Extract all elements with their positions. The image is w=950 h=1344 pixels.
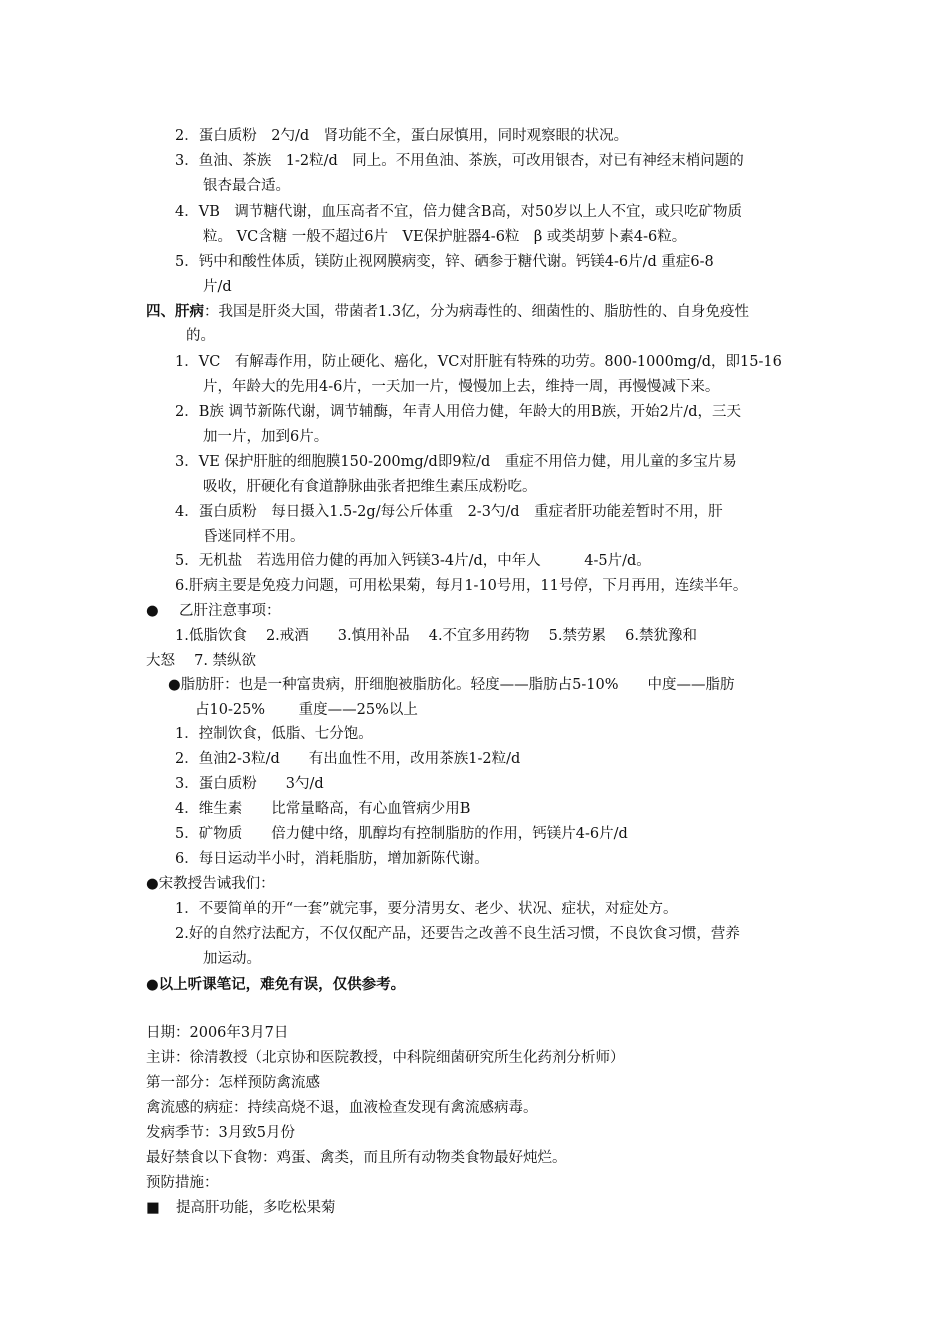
advice-item-2-line2: 加运动。 xyxy=(203,951,261,967)
fatty-liver-intro-line1 xyxy=(168,673,735,698)
fatty-liver-item-2: 2．鱼油2-3粒/d 有出血性不用，改用茶族1-2粒/d xyxy=(175,751,521,767)
diabetes-item-3-line2: 银杏最合适。 xyxy=(203,178,290,194)
liver-heading: 四、肝病 xyxy=(146,303,204,320)
liver-item-2-line2: 加一片，加到6片。 xyxy=(203,429,329,445)
liver-intro-text: ：我国是肝炎大国，带菌者1.3亿，分为病毒性的、细菌性的、脂肪性的、自身免疫性 xyxy=(204,304,750,320)
fatty-liver-item-5: 5．矿物质 倍力健中络，肌醇均有控制脂肪的作用，钙镁片4-6片/d xyxy=(175,826,628,842)
fatty-liver-item-3: 3．蛋白质粉 3勺/d xyxy=(175,776,324,792)
lecture-date: 日期：2006年3月7日 xyxy=(146,1025,289,1041)
prevention-item-1-text: 提高肝功能，多吃松果菊 xyxy=(176,1200,336,1216)
fatty-liver-item-6: 6．每日运动半小时，消耗脂肪，增加新陈代谢。 xyxy=(175,851,489,867)
diabetes-item-3-line1: 3．鱼油、茶族 1-2粒/d 同上。不用鱼油、茶族，可改用银杏，对已有神经末梢问题的 xyxy=(175,153,744,169)
liver-intro-line1 xyxy=(146,299,749,325)
square-bullet-icon: ■ xyxy=(146,1200,160,1216)
diabetes-item-2: 2．蛋白质粉 2勺/d 肾功能不全，蛋白尿慎用，同时观察眼的状况。 xyxy=(175,128,629,144)
hepatitis-b-list-line1: 1.低脂饮食 2.戒酒 3.慎用补品 4.不宜多用药物 5.禁劳累 6.禁犹豫和 xyxy=(175,628,697,644)
lecture-speaker: 主讲：徐清教授（北京协和医院教授，中科院细菌研究所生化药剂分析师） xyxy=(146,1050,625,1066)
diabetes-item-4-line1: 4．VB 调节糖代谢，血压高者不宜，倍力健含B高，对50岁以上人不宜，或只吃矿物质 xyxy=(175,204,742,220)
liver-item-4-line2: 昏迷同样不用。 xyxy=(203,529,305,545)
bullet-icon: ● xyxy=(146,976,159,993)
hepatitis-b-list-line2: 大怒 7. 禁纵欲 xyxy=(146,653,257,669)
notes-disclaimer xyxy=(146,972,405,997)
fatty-liver-item-1: 1．控制饮食，低脂、七分饱。 xyxy=(175,726,373,742)
advice-title-line xyxy=(146,872,275,897)
notes-disclaimer-text: 以上听课笔记，难免有误，仅供参考。 xyxy=(158,976,406,993)
liver-intro-line2: 的。 xyxy=(186,328,215,344)
liver-item-1-line1: 1．VC 有解毒作用，防止硬化、癌化，VC对肝脏有特殊的功劳。800-1000mg/d，即15-16 xyxy=(175,354,782,370)
liver-item-2-line1: 2．B族 调节新陈代谢，调节辅酶，年青人用倍力健，年龄大的用B族，开始2片/d，三天 xyxy=(175,404,742,420)
fatty-liver-item-4: 4．维生素 比常量略高，有心血管病少用B xyxy=(175,801,471,817)
liver-item-4-line1: 4．蛋白质粉 每日摄入1.5-2g/每公斤体重 2-3勺/d 重症者肝功能差暂时不用，肝 xyxy=(175,504,723,520)
bird-flu-symptom: 禽流感的病症：持续高烧不退，血液检查发现有禽流感病毒。 xyxy=(146,1100,538,1116)
advice-item-1: 1．不要简单的开“一套”就完事，要分清男女、老少、状况、症状，对症处方。 xyxy=(175,901,678,917)
diabetes-item-5-line2: 片/d xyxy=(203,279,232,295)
prevention-title: 预防措施： xyxy=(146,1175,219,1191)
diabetes-item-4-line2: 粒。 VC含糖 一般不超过6片 VE保护脏器4-6粒 β 或类胡萝卜素4-6粒。 xyxy=(203,229,687,245)
liver-item-3-line2: 吸收，肝硬化有食道静脉曲张者把维生素压成粉吃。 xyxy=(203,479,537,495)
liver-item-1-line2: 片，年龄大的先用4-6片，一天加一片，慢慢加上去，维持一周，再慢慢减下来。 xyxy=(203,379,720,395)
hepatitis-b-title-line xyxy=(146,599,281,624)
fatty-liver-intro-line2: 占10-25% 重度——25%以上 xyxy=(195,702,418,718)
bullet-icon: ● xyxy=(146,603,159,619)
hepatitis-b-title: 乙肝注意事项： xyxy=(179,603,281,619)
bullet-icon: ● xyxy=(146,876,159,892)
diabetes-item-5-line1: 5．钙中和酸性体质，镁防止视网膜病变，锌、硒参于糖代谢。钙镁4-6片/d 重症6-8 xyxy=(175,254,714,270)
lecture-part-title: 第一部分：怎样预防禽流感 xyxy=(146,1075,320,1091)
advice-item-2-line1: 2.好的自然疗法配方，不仅仅配产品，还要告之改善不良生活习惯，不良饮食习惯，营养 xyxy=(175,926,740,942)
prevention-item-1 xyxy=(146,1196,336,1221)
bird-flu-food-avoid: 最好禁食以下食物：鸡蛋、禽类，而且所有动物类食物最好炖烂。 xyxy=(146,1150,567,1166)
bird-flu-season: 发病季节：3月致5月份 xyxy=(146,1125,295,1141)
liver-item-3-line1: 3．VE 保护肝脏的细胞膜150-200mg/d即9粒/d 重症不用倍力健，用儿童的多宝片易 xyxy=(175,454,737,470)
advice-title: 宋教授告诫我们： xyxy=(158,876,275,892)
fatty-liver-intro-text: 脂肪肝：也是一种富贵病，肝细胞被脂肪化。轻度——脂肪占5-10% 中度——脂肪 xyxy=(180,677,735,693)
bullet-icon: ● xyxy=(168,677,181,693)
liver-item-5: 5．无机盐 若选用倍力健的再加入钙镁3-4片/d，中年人 4-5片/d。 xyxy=(175,553,651,569)
liver-item-6: 6.肝病主要是免疫力问题，可用松果菊，每月1-10号用，11号停，下月再用，连续半年。 xyxy=(175,578,748,594)
